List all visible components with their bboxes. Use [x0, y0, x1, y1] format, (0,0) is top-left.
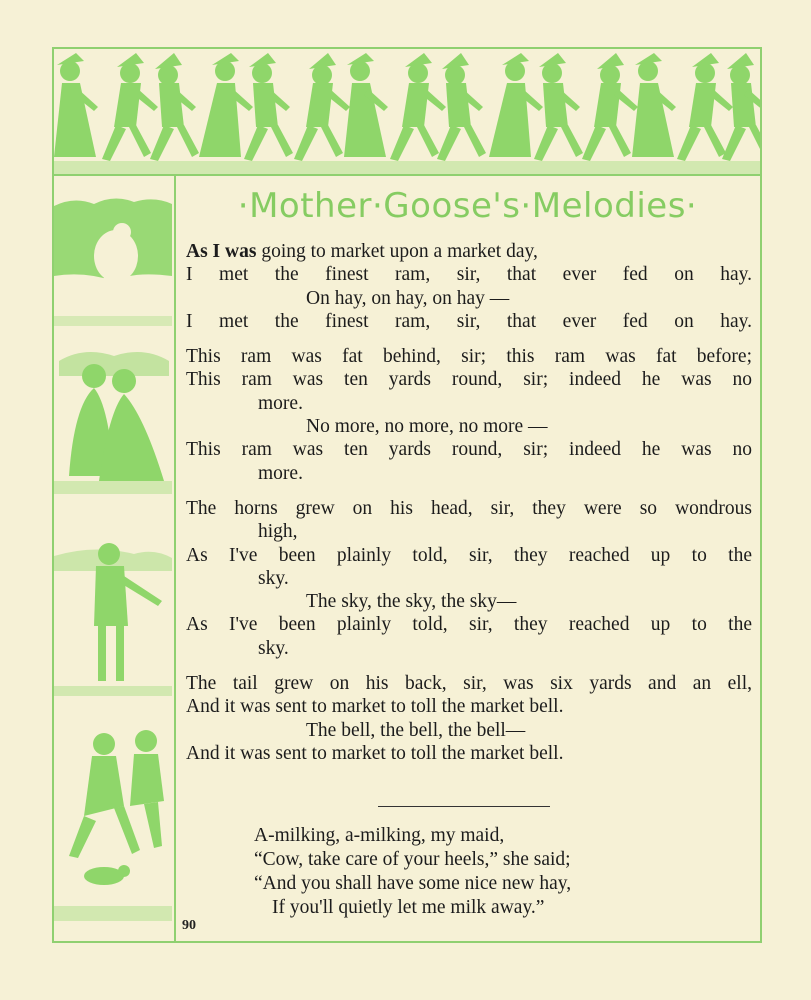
poem-line: This ram was ten yards round, sir; indeed he was no — [186, 439, 752, 461]
verse-line: “Cow, take care of your heels,” she said; — [254, 849, 571, 870]
poem-line: I met the finest ram, sir, that ever fed on hay. — [186, 310, 752, 332]
running-boys-vignette — [54, 730, 172, 921]
poem-line: The tail grew on his back, sir, was six yards and an ell, — [186, 673, 752, 695]
silhouette-figure — [632, 53, 676, 157]
poem-line: high, — [258, 521, 298, 543]
page-number: 90 — [182, 918, 196, 933]
poem-line: This ram was fat behind, sir; this ram was fat before; — [186, 346, 752, 368]
silhouette-figure — [54, 53, 98, 157]
section-rule — [378, 806, 550, 807]
verse-line: A-milking, a-milking, my maid, — [254, 825, 505, 846]
poem-line: On hay, on hay, on hay — — [306, 287, 510, 309]
silhouette-figure — [489, 53, 543, 157]
silhouette-figure — [390, 53, 446, 161]
poem-line: No more, no more, no more — — [306, 416, 548, 438]
poem-line: more. — [258, 462, 303, 484]
boy-vignette — [54, 543, 172, 696]
stanza — [186, 672, 752, 765]
poem-line: The bell, the bell, the bell— — [306, 719, 526, 741]
milking-verse — [254, 824, 704, 920]
stanza — [186, 497, 752, 660]
verse-line: “And you shall have some nice new hay, — [254, 873, 572, 894]
silhouette-figure — [677, 53, 733, 161]
ram-vignette — [54, 198, 172, 326]
poem-line: As I've been plainly told, sir, they reached up to the — [186, 614, 752, 636]
page-title: ·Mother·Goose's·Melodies· — [237, 186, 698, 226]
stanza — [186, 240, 752, 333]
poem-line: As I've been plainly told, sir, they reached up to the — [186, 544, 752, 566]
poem-line: And it was sent to market to toll the market bell. — [186, 696, 564, 718]
verse-line: If you'll quietly let me milk away.” — [272, 897, 545, 918]
poem-line: As I was going to market upon a market day, — [186, 241, 538, 262]
stanza — [186, 345, 752, 485]
poem-line: The sky, the sky, the sky— — [306, 591, 517, 613]
top-silhouette-banner — [54, 49, 760, 174]
poem-line: sky. — [258, 567, 289, 589]
poem-line: The horns grew on his head, sir, they were so wondrous — [186, 497, 752, 519]
poem-line: sky. — [258, 637, 289, 659]
silhouette-figure — [102, 53, 158, 161]
silhouette-figure — [344, 53, 388, 157]
silhouette-figure — [294, 53, 350, 161]
side-divider — [174, 176, 176, 941]
women-vignette — [54, 352, 172, 494]
silhouette-figure — [199, 53, 253, 157]
poem-line: more. — [258, 392, 303, 414]
silhouette-figure — [582, 53, 638, 161]
poem-line: I met the finest ram, sir, that ever fed on hay. — [186, 264, 752, 286]
poem-body — [186, 240, 752, 777]
poem-line: And it was sent to market to toll the market bell. — [186, 742, 564, 764]
left-vignette-column — [54, 176, 172, 941]
poem-line: This ram was ten yards round, sir; indeed he was no — [186, 369, 752, 391]
